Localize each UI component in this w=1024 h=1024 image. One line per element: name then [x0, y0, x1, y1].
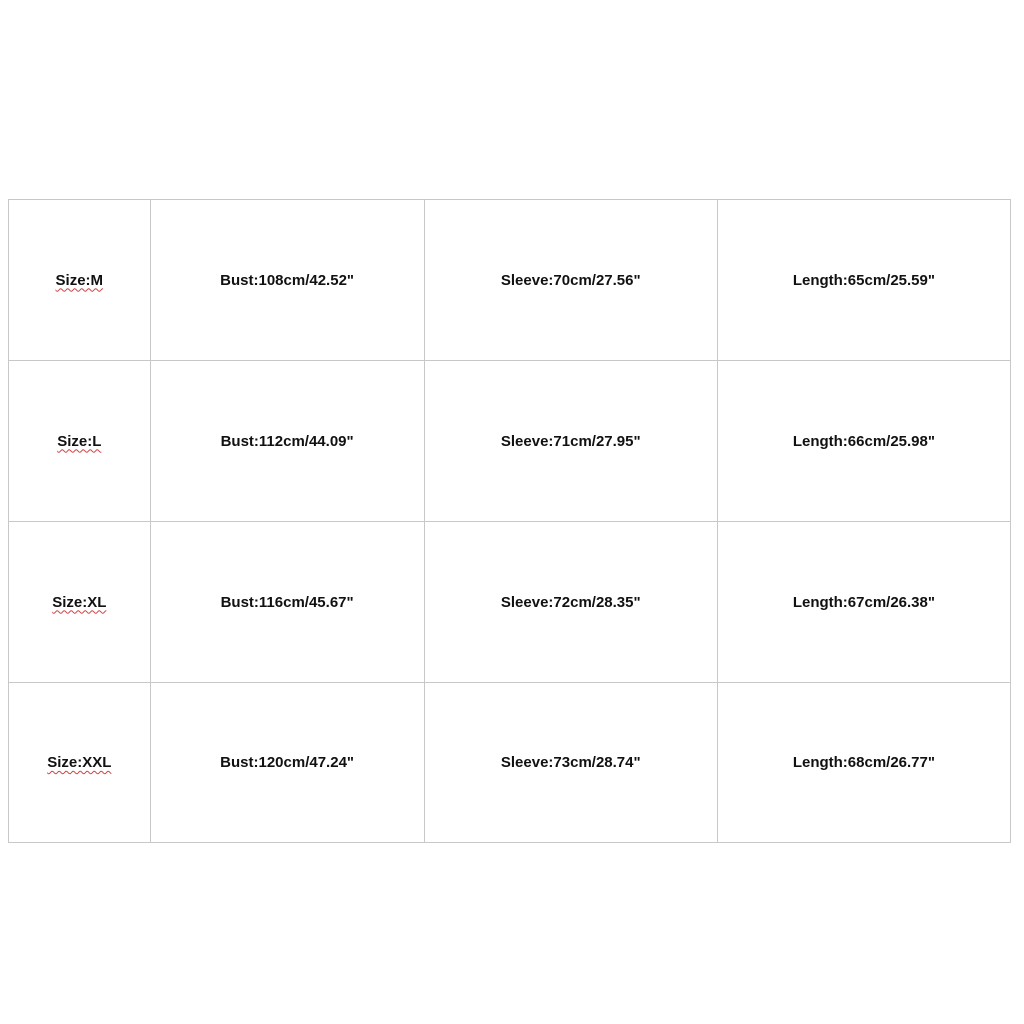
sleeve-cell[interactable]: Sleeve:72cm/28.35": [424, 522, 717, 683]
size-label: Size:XXL: [47, 754, 112, 771]
size-cell[interactable]: [9, 200, 151, 361]
size-cell[interactable]: [9, 683, 151, 843]
sleeve-cell[interactable]: Sleeve:73cm/28.74": [424, 683, 717, 843]
table-row: [9, 522, 1011, 683]
bust-cell[interactable]: Bust:120cm/47.24": [150, 683, 424, 843]
bust-cell[interactable]: Bust:108cm/42.52": [150, 200, 424, 361]
size-cell[interactable]: [9, 522, 151, 683]
sleeve-cell[interactable]: Sleeve:71cm/27.95": [424, 361, 717, 522]
size-label: Size:M: [55, 271, 104, 289]
size-label: Size:L: [57, 432, 102, 450]
length-cell[interactable]: Length:66cm/25.98": [717, 361, 1010, 522]
length-cell[interactable]: Length:68cm/26.77": [717, 683, 1010, 843]
size-cell[interactable]: [9, 361, 151, 522]
length-cell[interactable]: Length:65cm/25.59": [717, 200, 1010, 361]
bust-cell[interactable]: Bust:116cm/45.67": [150, 522, 424, 683]
table-row: [9, 200, 1011, 361]
table-row: [9, 683, 1011, 843]
length-cell[interactable]: Length:67cm/26.38": [717, 522, 1010, 683]
table-row: [9, 361, 1011, 522]
sleeve-cell[interactable]: Sleeve:70cm/27.56": [424, 200, 717, 361]
bust-cell[interactable]: Bust:112cm/44.09": [150, 361, 424, 522]
size-chart-table: [8, 199, 1011, 843]
size-label: Size:XL: [52, 593, 107, 611]
